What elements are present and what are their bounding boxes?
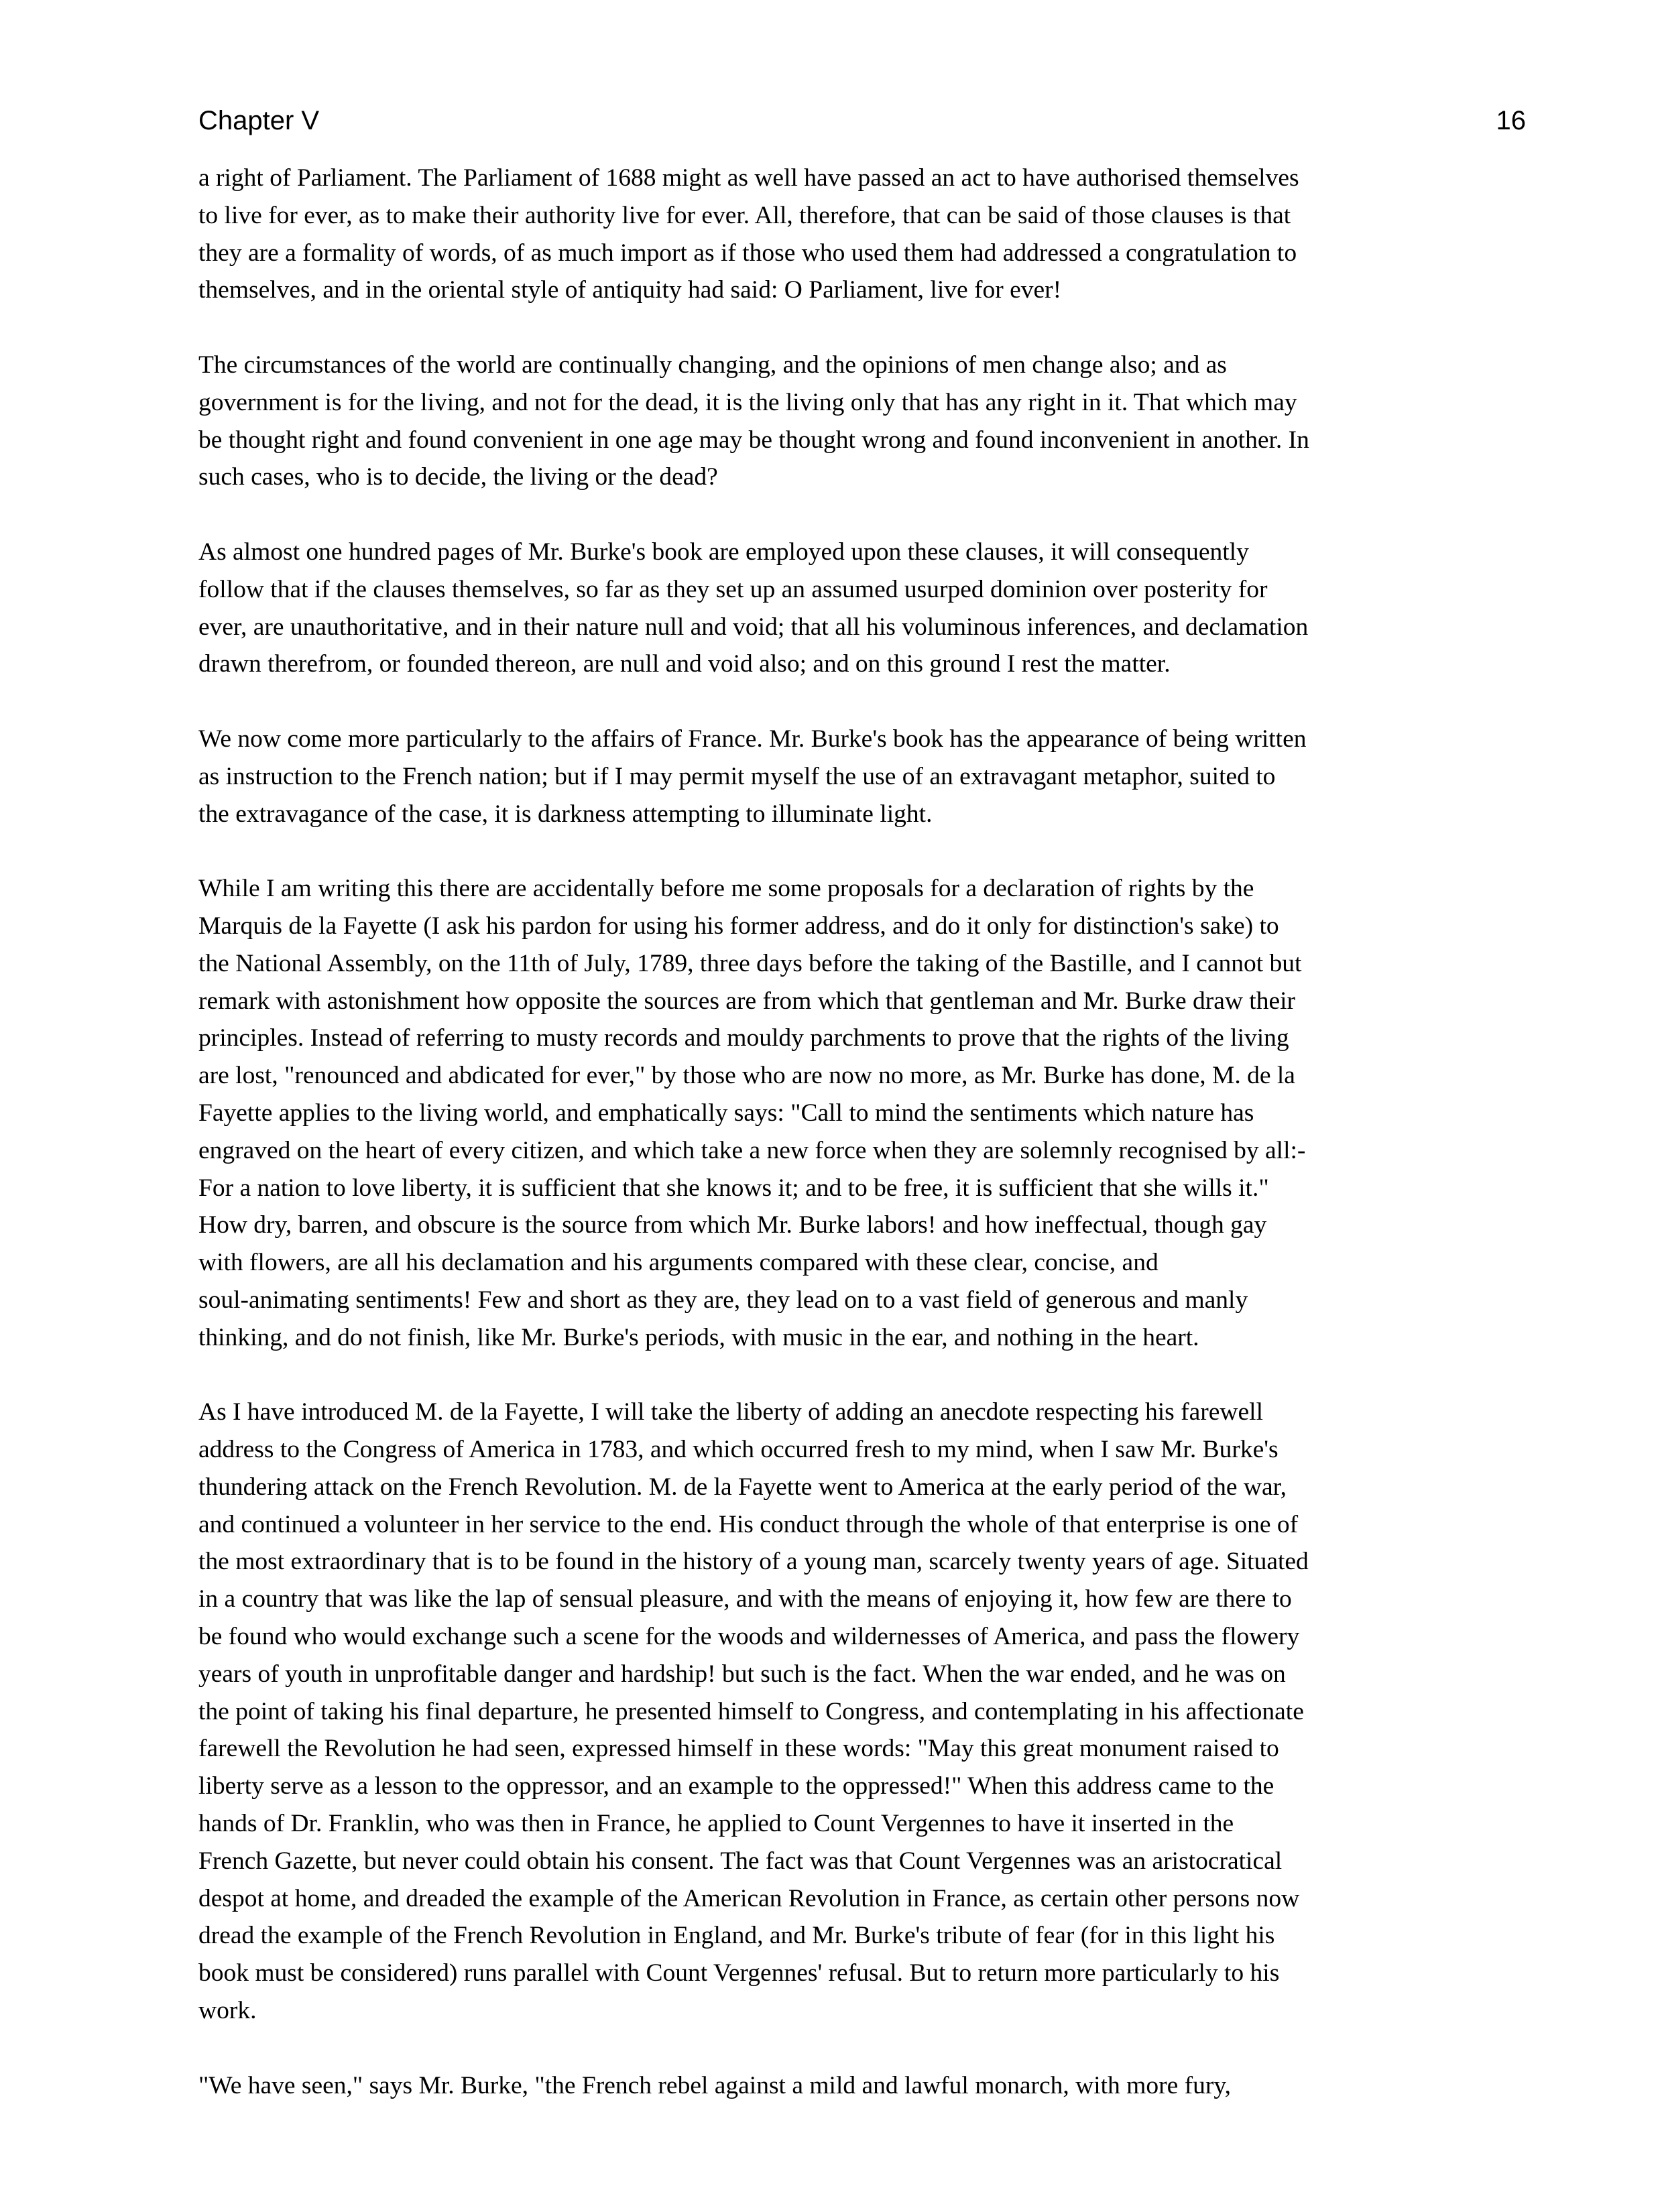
- page-number: 16: [1496, 106, 1526, 135]
- text-line: The circumstances of the world are continually changing, and the opinions of men change also; and as: [198, 351, 1227, 379]
- paragraph: [198, 1394, 1533, 2030]
- body-text: [198, 160, 1533, 2142]
- text-line: address to the Congress of America in 1783, and which occurred fresh to my mind, when I saw Mr. Burke's: [198, 1436, 1279, 1464]
- text-line: hands of Dr. Franklin, who was then in France, he applied to Count Vergennes to have it inserted in the: [198, 1810, 1234, 1838]
- paragraph: [198, 534, 1533, 683]
- text-line: follow that if the clauses themselves, so far as they set up an assumed usurped dominion over posterity for: [198, 575, 1268, 603]
- text-line: to live for ever, as to make their authority live for ever. All, therefore, that can be said of those clauses is that: [198, 201, 1291, 229]
- text-line: the extravagance of the case, it is darkness attempting to illuminate light.: [198, 800, 933, 828]
- text-line: farewell the Revolution he had seen, expressed himself in these words: "May this great monument raised to: [198, 1735, 1279, 1763]
- text-line: book must be considered) runs parallel with Count Vergennes' refusal. But to return more particularly to his: [198, 1959, 1280, 1987]
- text-line: the National Assembly, on the 11th of July, 1789, three days before the taking of the Bastille, and I cannot but: [198, 949, 1302, 977]
- text-line: as instruction to the French nation; but if I may permit myself the use of an extravagant metaphor, suited to: [198, 762, 1276, 790]
- text-line: Fayette applies to the living world, and emphatically says: "Call to mind the sentiments which nature has: [198, 1099, 1254, 1127]
- text-line: For a nation to love liberty, it is sufficient that she knows it; and to be free, it is sufficient that she wills it.": [198, 1174, 1269, 1202]
- text-line: engraved on the heart of every citizen, and which take a new force when they are solemnly recognised by all:-: [198, 1136, 1306, 1164]
- text-line: thinking, and do not finish, like Mr. Burke's periods, with music in the ear, and nothing in the heart.: [198, 1323, 1199, 1351]
- text-line: work.: [198, 1997, 257, 2025]
- text-line: with flowers, are all his declamation and his arguments compared with these clear, concise, and: [198, 1249, 1159, 1277]
- text-line: the most extraordinary that is to be found in the history of a young man, scarcely twenty years of age. Situated: [198, 1548, 1309, 1576]
- text-line: thundering attack on the French Revolution. M. de la Fayette went to America at the early period of the war,: [198, 1473, 1287, 1501]
- text-line: such cases, who is to decide, the living or the dead?: [198, 463, 718, 491]
- text-line: be found who would exchange such a scene for the woods and wildernesses of America, and pass the flowery: [198, 1623, 1300, 1651]
- paragraph: [198, 160, 1533, 309]
- text-line: years of youth in unprofitable danger and hardship! but such is the fact. When the war ended, and he was on: [198, 1660, 1286, 1688]
- text-line: French Gazette, but never could obtain his consent. The fact was that Count Vergennes was an aristocratical: [198, 1847, 1283, 1875]
- text-line: soul-animating sentiments! Few and short as they are, they lead on to a vast field of generous and manly: [198, 1286, 1248, 1314]
- text-line: principles. Instead of referring to musty records and mouldy parchments to prove that the rights of the living: [198, 1024, 1289, 1052]
- paragraph: [198, 347, 1533, 496]
- text-line: liberty serve as a lesson to the oppressor, and an example to the oppressed!" When this address came to the: [198, 1772, 1274, 1800]
- paragraph: [198, 721, 1533, 833]
- paragraph: [198, 2067, 1533, 2105]
- text-line: the point of taking his final departure, he presented himself to Congress, and contemplating in his affectionate: [198, 1697, 1304, 1725]
- text-line: drawn therefrom, or founded thereon, are null and void also; and on this ground I rest the matter.: [198, 650, 1171, 678]
- text-line: Marquis de la Fayette (I ask his pardon for using his former address, and do it only for distinction's sake) to: [198, 912, 1279, 940]
- text-line: themselves, and in the oriental style of antiquity had said: O Parliament, live for ever!: [198, 276, 1062, 304]
- chapter-title: Chapter V: [198, 106, 320, 135]
- text-line: "We have seen," says Mr. Burke, "the French rebel against a mild and lawful monarch, with more fury,: [198, 2071, 1232, 2099]
- text-line: government is for the living, and not for the dead, it is the living only that has any right in it. That which may: [198, 388, 1297, 416]
- text-line: in a country that was like the lap of sensual pleasure, and with the means of enjoying it, how few are there to: [198, 1585, 1292, 1613]
- text-line: While I am writing this there are accidentally before me some proposals for a declaration of rights by the: [198, 875, 1254, 903]
- text-line: be thought right and found convenient in one age may be thought wrong and found inconvenient in another. In: [198, 426, 1309, 454]
- text-line: they are a formality of words, of as much import as if those who used them had addressed a congratulation to: [198, 239, 1297, 267]
- text-line: dread the example of the French Revolution in England, and Mr. Burke's tribute of fear (for in this light his: [198, 1922, 1275, 1950]
- text-line: As I have introduced M. de la Fayette, I will take the liberty of adding an anecdote respecting his farewell: [198, 1398, 1263, 1426]
- text-line: a right of Parliament. The Parliament of 1688 might as well have passed an act to have authorised themselves: [198, 164, 1299, 192]
- text-line: are lost, "renounced and abdicated for ever," by those who are now no more, as Mr. Burke has done, M. de la: [198, 1062, 1295, 1090]
- paragraph: [198, 870, 1533, 1356]
- text-line: despot at home, and dreaded the example of the American Revolution in France, as certain other persons now: [198, 1884, 1300, 1912]
- text-line: How dry, barren, and obscure is the source from which Mr. Burke labors! and how ineffectual, though gay: [198, 1211, 1267, 1239]
- text-line: As almost one hundred pages of Mr. Burke's book are employed upon these clauses, it will consequently: [198, 538, 1249, 566]
- text-line: and continued a volunteer in her service to the end. His conduct through the whole of that enterprise is one of: [198, 1510, 1299, 1538]
- text-line: ever, are unauthoritative, and in their nature null and void; that all his voluminous inferences, and declamation: [198, 613, 1309, 641]
- page-header: [198, 101, 1526, 141]
- text-line: We now come more particularly to the affairs of France. Mr. Burke's book has the appearance of being written: [198, 725, 1307, 753]
- text-line: remark with astonishment how opposite the sources are from which that gentleman and Mr. Burke draw their: [198, 987, 1296, 1015]
